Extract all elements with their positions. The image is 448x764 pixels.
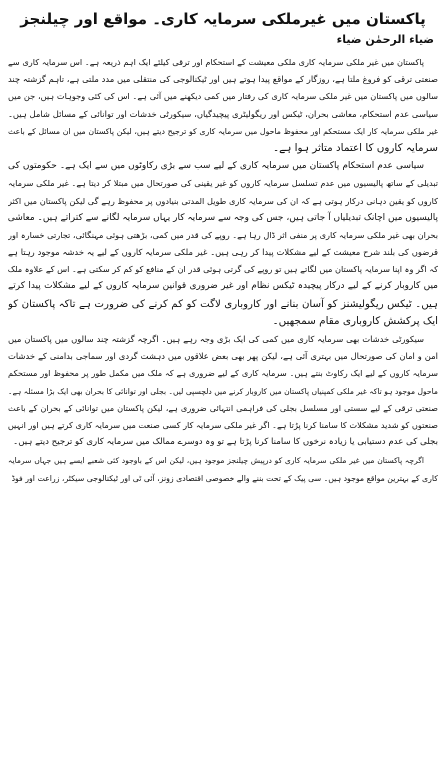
article-line: سیاسی عدم استحکام، معاشی بحران، ٹیکس اور ریگولیٹری پیچیدگیاں، سیکورٹی خدشات اور توانائی کے مسائل شامل ہیں۔	[8, 108, 438, 119]
article-line: سیاسی عدم استحکام پاکستان میں سرمایہ کاری کے لیے سب سے بڑی رکاوٹوں میں سے ایک ہے۔ حکومتوں کی	[8, 161, 424, 172]
article-paragraph	[8, 452, 438, 486]
article-line: غیر ملکی سرمایہ کار ایک مستحکم اور محفوظ ماحول میں سرمایہ کاری کو ترجیح دیتے ہیں، لیکن پاکستان میں ان مسائل کے باعث	[8, 126, 438, 136]
article-line: بحران بھی غیر ملکی سرمایہ کاری پر منفی اثر ڈال رہا ہے۔ روپے کی قدر میں کمی، بڑھتی ہوئی مہنگائی، تجارتی خسارہ اور	[8, 229, 438, 240]
article-line: صنعتوں کو شدید مشکلات کا سامنا کرنا پڑتا ہے۔ اگر غیر ملکی سرمایہ کار کسی صنعت میں سرمایہ کاری کرتے ہیں اور انہیں	[8, 419, 438, 430]
article-title: پاکستان میں غیرملکی سرمایہ کاری۔ مواقع اور چیلنجز	[20, 10, 426, 28]
article-line: صنعتی ترقی کو فروغ ملتا ہے، روزگار کے مواقع پیدا ہوتے ہیں اور ٹیکنالوجی کی منتقلی میں مدد ملتی ہے، تاہم گزشتہ چند	[8, 74, 438, 85]
article-paragraph	[8, 158, 438, 330]
article-line: امن و امان کی صورتحال میں بہتری آئی ہے، لیکن پھر بھی بعض علاقوں میں دہشت گردی اور سماجی بدامنی کے خدشات	[8, 351, 438, 362]
article-line: بجلی کی عدم دستیابی یا زیادہ نرخوں کا سامنا کرنا پڑتا ہے تو وہ دوسرے ممالک میں سرمایہ کاری کو ترجیح دیتے ہیں۔	[13, 437, 438, 448]
article-line: قرضوں کی بلند شرح معیشت کے لیے مشکلات پیدا کر رہی ہیں۔ غیر ملکی سرمایہ کاروں کے لیے یہ خدشہ موجود رہتا ہے	[8, 247, 438, 258]
article-line: تبدیلی کے ساتھ پالیسیوں میں عدم تسلسل سرمایہ کاروں کو غیر یقینی کی صورتحال میں مبتلا کر دیتا ہے۔ غیر ملکی سرمایہ	[8, 178, 438, 189]
article-line: ہیں۔ ٹیکس ریگولیشنز کو آسان بنانے اور کاروباری لاگت کو کم کرنے کی ضرورت ہے تاکہ پاکستان کو	[8, 298, 438, 310]
article-line: سیکورٹی خدشات بھی سرمایہ کاری میں کمی کی ایک بڑی وجہ رہے ہیں۔ اگرچہ گزشتہ چند سالوں میں پاکستان میں	[8, 334, 424, 344]
article-line: کہ اگر وہ اپنا سرمایہ پاکستان میں لگاتے ہیں تو روپے کی گرتی ہوئی قدر ان کے منافع کو کم کر سکتی ہے۔ اس کے علاوہ ملک	[8, 264, 438, 275]
article-line: سرمایہ کاروں کے لیے ایک رکاوٹ بنتے ہیں۔ سرمایہ کاری کے لیے ضروری ہے کہ ملک میں مکمل طور پر محفوظ اور مستحکم	[8, 368, 438, 379]
article-line: صنعتی ترقی کے لیے سستی اور مسلسل بجلی کی فراہمی انتہائی ضروری ہے، لیکن پاکستان میں توانائی کے بحران کے باعث	[8, 402, 438, 413]
article-line: ماحول موجود ہو تاکہ غیر ملکی کمپنیاں پاکستان میں کاروبار کرنے میں دلچسپی لیں۔ بجلی اور توانائی کا بحران بھی ایک بڑا مسئلہ ہے۔	[8, 386, 438, 396]
article-line: پاکستان میں غیر ملکی سرمایہ کاری ملکی معیشت کے استحکام اور ترقی کیلئے ایک اہم ذریعہ ہے۔ اس سرمایہ کاری سے	[8, 57, 424, 67]
article-paragraph	[8, 331, 438, 451]
article-line: کاری کے بہترین مواقع موجود ہیں۔ سی پیک کے تحت بننے والے خصوصی اقتصادی زونز، آئی ٹی اور ٹیکنالوجی سیکٹر، زراعت اور فوڈ	[11, 473, 438, 483]
article-line: اگرچہ پاکستان میں غیر ملکی سرمایہ کاری کو درپیش چیلنجز موجود ہیں، لیکن اس کے باوجود کئی شعبے ایسے ہیں جہاں سرمایہ	[8, 456, 424, 466]
article-paragraph	[8, 54, 438, 157]
article-line: میں کاروبار کرنے کے لیے درکار پیچیدہ ٹیکس نظام اور غیر ضروری قوانین سرمایہ کاروں کے لیے مشکلات پیدا کرتے	[8, 281, 438, 292]
article-line: سرمایہ کاروں کا اعتماد متاثر ہوا ہے۔	[273, 141, 438, 154]
article-line: پالیسیوں میں اچانک تبدیلیاں آ جاتی ہیں، جس کی وجہ سے سرمایہ کار یہاں سرمایہ لگانے سے کتراتے ہیں۔ معاشی	[8, 212, 438, 223]
article-line: ایک پرکشش کاروباری مقام سمجھیں۔	[272, 314, 438, 327]
author-byline: ضیاء الرحمٰن ضیاء	[336, 33, 434, 46]
article-line: سالوں میں پاکستان میں غیر ملکی سرمایہ کاری کی رفتار میں کمی دیکھنے میں آئی ہے۔ اس کی کئی وجوہات ہیں، جن میں	[8, 91, 438, 102]
article-line: کاروں کو یقین دہانی درکار ہوتی ہے کہ ان کی سرمایہ کاری طویل المدتی بنیادوں پر محفوظ رہے گی لیکن پاکستان میں اکثر	[8, 195, 438, 206]
article-body	[8, 54, 438, 487]
